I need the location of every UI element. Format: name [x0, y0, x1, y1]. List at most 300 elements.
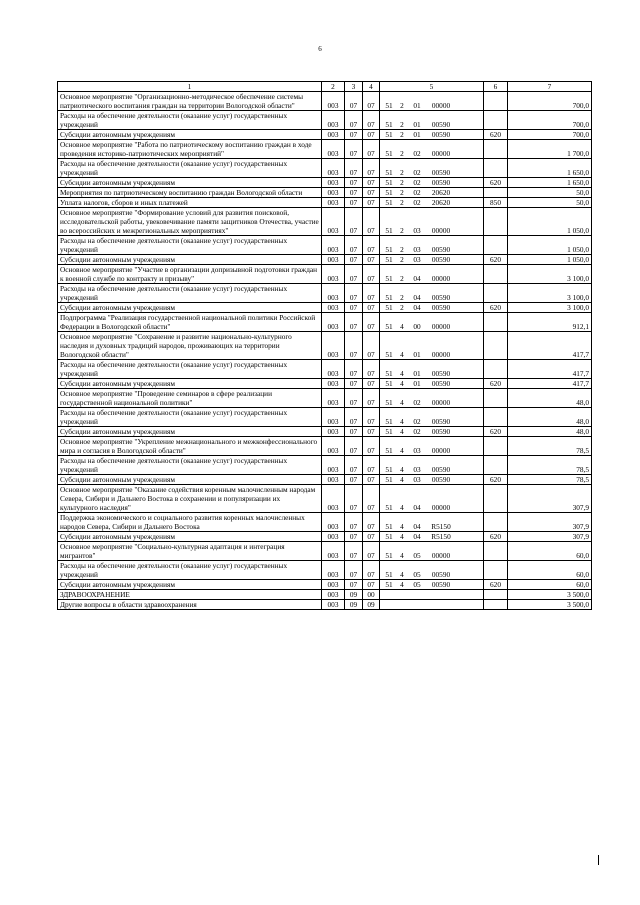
section-code: 07	[345, 532, 363, 542]
target-article-k3: 04	[413, 503, 421, 512]
target-article-k4: 00000	[431, 149, 451, 158]
table-row	[58, 379, 592, 389]
target-article-k2: 4	[400, 322, 404, 331]
ministry-code: 003	[322, 379, 345, 389]
expense-name: Мероприятия по патриотическому воспитанию граждан Вологодской области	[58, 188, 322, 198]
subsection-code: 07	[363, 111, 380, 130]
target-article-k3: 03	[413, 255, 421, 264]
subsection-code: 07	[363, 427, 380, 437]
target-article-k3: 01	[413, 130, 421, 139]
ministry-code: 003	[322, 159, 345, 178]
table-row	[58, 485, 592, 513]
target-article-code	[380, 437, 484, 456]
target-article-k1: 51	[385, 188, 393, 197]
target-article-parts	[382, 198, 481, 207]
target-article-parts	[382, 168, 481, 177]
amount: 1 050,0	[508, 208, 592, 236]
target-article-k4: 20620	[431, 188, 451, 197]
target-article-k1: 51	[385, 417, 393, 426]
ministry-code: 003	[322, 188, 345, 198]
target-article-k4: R5150	[431, 522, 451, 531]
amount: 307,9	[508, 485, 592, 513]
target-article-parts	[382, 226, 481, 235]
ministry-code: 003	[322, 208, 345, 236]
section-code: 09	[345, 590, 363, 600]
amount: 417,7	[508, 332, 592, 360]
expense-type-code	[484, 284, 508, 303]
expense-name: Основное мероприятие "Оказание содействия коренным малочисленным народам Севера, Сибири и Дальнего Востока в сохранении и популяризации их культурного наследия"	[58, 485, 322, 513]
expense-type-code	[484, 360, 508, 379]
target-article-parts	[382, 245, 481, 254]
ministry-code: 003	[322, 111, 345, 130]
target-article-k1: 51	[385, 149, 393, 158]
subsection-code: 07	[363, 265, 380, 284]
expense-type-code	[484, 140, 508, 159]
target-article-parts	[382, 188, 481, 197]
target-article-k1: 51	[385, 120, 393, 129]
target-article-k1: 51	[385, 465, 393, 474]
section-code: 07	[345, 513, 363, 532]
table-row	[58, 360, 592, 379]
amount: 3 500,0	[508, 590, 592, 600]
target-article-k4: 20620	[431, 198, 451, 207]
subsection-code: 07	[363, 313, 380, 332]
target-article-k4: 00590	[431, 465, 451, 474]
table-row	[58, 236, 592, 255]
target-article-k3: 02	[413, 178, 421, 187]
expense-type-code	[484, 265, 508, 284]
target-article-k2: 2	[400, 101, 404, 110]
expense-type-code: 620	[484, 427, 508, 437]
target-article-k2: 2	[400, 178, 404, 187]
expense-type-code	[484, 313, 508, 332]
ministry-code: 003	[322, 513, 345, 532]
target-article-code	[380, 313, 484, 332]
ministry-code: 003	[322, 389, 345, 408]
ministry-code: 003	[322, 303, 345, 313]
table-row	[58, 532, 592, 542]
amount: 3 100,0	[508, 265, 592, 284]
subsection-code: 07	[363, 236, 380, 255]
target-article-k2: 2	[400, 188, 404, 197]
target-article-k2: 2	[400, 293, 404, 302]
subsection-code: 07	[363, 532, 380, 542]
target-article-k4: 00000	[431, 551, 451, 560]
table-row	[58, 188, 592, 198]
expense-type-code	[484, 437, 508, 456]
ministry-code: 003	[322, 561, 345, 580]
amount: 3 500,0	[508, 600, 592, 610]
target-article-k4: 00590	[431, 427, 451, 436]
target-article-k3: 03	[413, 475, 421, 484]
target-article-k1: 51	[385, 255, 393, 264]
table-row	[58, 130, 592, 140]
section-code: 07	[345, 208, 363, 236]
amount: 307,9	[508, 513, 592, 532]
section-code: 07	[345, 159, 363, 178]
table-row	[58, 332, 592, 360]
target-article-k1: 51	[385, 350, 393, 359]
target-article-parts	[382, 570, 481, 579]
expense-name: Расходы на обеспечение деятельности (оказание услуг) государственных учреждений	[58, 284, 322, 303]
target-article-k3: 02	[413, 417, 421, 426]
section-code: 07	[345, 580, 363, 590]
subsection-code: 07	[363, 303, 380, 313]
expense-type-code: 620	[484, 130, 508, 140]
expense-type-code: 620	[484, 580, 508, 590]
target-article-k3: 03	[413, 465, 421, 474]
amount: 700,0	[508, 92, 592, 111]
target-article-k2: 4	[400, 551, 404, 560]
target-article-k3: 02	[413, 427, 421, 436]
subsection-code: 07	[363, 92, 380, 111]
subsection-code: 07	[363, 332, 380, 360]
target-article-code	[380, 111, 484, 130]
amount: 1 650,0	[508, 178, 592, 188]
target-article-k3: 01	[413, 120, 421, 129]
section-code: 07	[345, 303, 363, 313]
target-article-k2: 4	[400, 580, 404, 589]
target-article-k2: 2	[400, 198, 404, 207]
ministry-code: 003	[322, 284, 345, 303]
subsection-code: 07	[363, 437, 380, 456]
table-row	[58, 561, 592, 580]
target-article-k1: 51	[385, 551, 393, 560]
target-article-k1: 51	[385, 101, 393, 110]
section-code: 07	[345, 255, 363, 265]
target-article-k4: 00000	[431, 226, 451, 235]
expense-type-code	[484, 600, 508, 610]
expense-name: ЗДРАВООХРАНЕНИЕ	[58, 590, 322, 600]
ministry-code: 003	[322, 178, 345, 188]
subsection-code: 07	[363, 140, 380, 159]
target-article-code	[380, 130, 484, 140]
target-article-k4: 00590	[431, 475, 451, 484]
expense-name: Основное мероприятие "Проведение семинаров в сфере реализации государственной национальной политики"	[58, 389, 322, 408]
target-article-code	[380, 456, 484, 475]
target-article-k4: 00000	[431, 322, 451, 331]
target-article-k3: 01	[413, 350, 421, 359]
target-article-k3: 02	[413, 198, 421, 207]
target-article-k2: 4	[400, 532, 404, 541]
section-code: 07	[345, 485, 363, 513]
expense-name: Субсидии автономным учреждениям	[58, 427, 322, 437]
table-row	[58, 265, 592, 284]
expense-type-code	[484, 236, 508, 255]
target-article-k2: 4	[400, 369, 404, 378]
table-row	[58, 313, 592, 332]
target-article-code	[380, 303, 484, 313]
expense-name: Субсидии автономным учреждениям	[58, 178, 322, 188]
target-article-k2: 4	[400, 417, 404, 426]
table-row	[58, 475, 592, 485]
target-article-code	[380, 208, 484, 236]
expense-type-code: 620	[484, 532, 508, 542]
table-row	[58, 208, 592, 236]
target-article-k4: 00590	[431, 255, 451, 264]
amount: 48,0	[508, 408, 592, 427]
ministry-code: 003	[322, 475, 345, 485]
target-article-parts	[382, 120, 481, 129]
section-code: 07	[345, 313, 363, 332]
target-article-k2: 4	[400, 350, 404, 359]
amount: 78,5	[508, 456, 592, 475]
expense-name: Подпрограмма "Реализация государственной национальной политики Российской Федерации в Вологодской области"	[58, 313, 322, 332]
target-article-k3: 02	[413, 149, 421, 158]
expense-name: Расходы на обеспечение деятельности (оказание услуг) государственных учреждений	[58, 159, 322, 178]
target-article-k4: 00590	[431, 369, 451, 378]
target-article-k1: 51	[385, 303, 393, 312]
target-article-k3: 01	[413, 101, 421, 110]
target-article-k2: 2	[400, 226, 404, 235]
target-article-k4: 00590	[431, 580, 451, 589]
target-article-k1: 51	[385, 503, 393, 512]
amount: 78,5	[508, 475, 592, 485]
expense-type-code	[484, 159, 508, 178]
expense-name: Субсидии автономным учреждениям	[58, 475, 322, 485]
ministry-code: 003	[322, 427, 345, 437]
target-article-parts	[382, 130, 481, 139]
ministry-code: 003	[322, 532, 345, 542]
expense-type-code	[484, 208, 508, 236]
target-article-code	[380, 159, 484, 178]
target-article-k2: 4	[400, 446, 404, 455]
amount: 307,9	[508, 532, 592, 542]
ministry-code: 003	[322, 92, 345, 111]
target-article-k1: 51	[385, 178, 393, 187]
target-article-parts	[382, 350, 481, 359]
table-row	[58, 159, 592, 178]
section-code: 07	[345, 198, 363, 208]
header-col-7: 7	[508, 82, 592, 92]
target-article-k3: 04	[413, 303, 421, 312]
target-article-code	[380, 580, 484, 590]
subsection-code: 07	[363, 379, 380, 389]
expense-type-code	[484, 389, 508, 408]
target-article-k3: 01	[413, 369, 421, 378]
amount: 50,0	[508, 188, 592, 198]
amount: 1 700,0	[508, 140, 592, 159]
target-article-k1: 51	[385, 274, 393, 283]
expense-type-code: 620	[484, 255, 508, 265]
section-code: 07	[345, 130, 363, 140]
amount: 417,7	[508, 379, 592, 389]
subsection-code: 07	[363, 408, 380, 427]
target-article-code	[380, 178, 484, 188]
target-article-parts	[382, 580, 481, 589]
section-code: 07	[345, 178, 363, 188]
expense-type-code	[484, 456, 508, 475]
section-code: 07	[345, 408, 363, 427]
subsection-code: 07	[363, 513, 380, 532]
target-article-parts	[382, 101, 481, 110]
target-article-code	[380, 408, 484, 427]
target-article-k3: 01	[413, 379, 421, 388]
ministry-code: 003	[322, 542, 345, 561]
target-article-code	[380, 332, 484, 360]
ministry-code: 003	[322, 198, 345, 208]
amount: 60,0	[508, 561, 592, 580]
expense-name: Расходы на обеспечение деятельности (оказание услуг) государственных учреждений	[58, 456, 322, 475]
target-article-code	[380, 360, 484, 379]
section-code: 07	[345, 111, 363, 130]
target-article-k4: 00590	[431, 379, 451, 388]
section-code: 07	[345, 542, 363, 561]
target-article-parts	[382, 522, 481, 531]
target-article-k4: 00590	[431, 178, 451, 187]
target-article-k1: 51	[385, 198, 393, 207]
target-article-k4: 00590	[431, 293, 451, 302]
expense-name: Субсидии автономным учреждениям	[58, 379, 322, 389]
target-article-k4: 00590	[431, 303, 451, 312]
target-article-code	[380, 92, 484, 111]
target-article-k4: 00000	[431, 350, 451, 359]
table-row	[58, 580, 592, 590]
subsection-code: 07	[363, 188, 380, 198]
target-article-k3: 02	[413, 188, 421, 197]
expense-type-code	[484, 485, 508, 513]
table-row	[58, 408, 592, 427]
target-article-parts	[382, 551, 481, 560]
expense-name: Субсидии автономным учреждениям	[58, 303, 322, 313]
target-article-code	[380, 389, 484, 408]
target-article-parts	[382, 475, 481, 484]
table-row	[58, 92, 592, 111]
subsection-code: 07	[363, 208, 380, 236]
target-article-k3: 03	[413, 446, 421, 455]
ministry-code: 003	[322, 255, 345, 265]
target-article-k2: 2	[400, 255, 404, 264]
target-article-k2: 4	[400, 475, 404, 484]
amount: 700,0	[508, 111, 592, 130]
table-row	[58, 198, 592, 208]
table-row	[58, 255, 592, 265]
target-article-parts	[382, 503, 481, 512]
section-code: 07	[345, 188, 363, 198]
subsection-code: 07	[363, 178, 380, 188]
target-article-k1: 51	[385, 226, 393, 235]
expense-name: Поддержка экономического и социального развития коренных малочисленных народов Севера, Сибири и Дальнего Востока	[58, 513, 322, 532]
table-row	[58, 542, 592, 561]
expense-name: Расходы на обеспечение деятельности (оказание услуг) государственных учреждений	[58, 561, 322, 580]
target-article-parts	[382, 322, 481, 331]
target-article-parts	[382, 398, 481, 407]
target-article-k3: 02	[413, 398, 421, 407]
section-code: 07	[345, 332, 363, 360]
subsection-code: 07	[363, 198, 380, 208]
target-article-k2: 2	[400, 130, 404, 139]
subsection-code: 07	[363, 561, 380, 580]
expense-type-code	[484, 188, 508, 198]
target-article-code	[380, 236, 484, 255]
target-article-code	[380, 140, 484, 159]
target-article-k2: 4	[400, 398, 404, 407]
ministry-code: 003	[322, 590, 345, 600]
target-article-k1: 51	[385, 168, 393, 177]
header-row	[58, 82, 592, 92]
target-article-code	[380, 379, 484, 389]
ministry-code: 003	[322, 332, 345, 360]
subsection-code: 07	[363, 284, 380, 303]
amount: 48,0	[508, 427, 592, 437]
header-col-2: 2	[322, 82, 345, 92]
target-article-k2: 2	[400, 120, 404, 129]
target-article-parts	[382, 446, 481, 455]
target-article-k3: 00	[413, 322, 421, 331]
target-article-k2: 4	[400, 503, 404, 512]
subsection-code: 07	[363, 130, 380, 140]
expense-type-code	[484, 408, 508, 427]
subsection-code: 07	[363, 159, 380, 178]
target-article-k4: 00000	[431, 101, 451, 110]
section-code: 07	[345, 92, 363, 111]
amount: 48,0	[508, 389, 592, 408]
target-article-parts	[382, 532, 481, 541]
target-article-parts	[382, 255, 481, 264]
expense-type-code: 620	[484, 475, 508, 485]
expense-name: Субсидии автономным учреждениям	[58, 130, 322, 140]
section-code: 07	[345, 284, 363, 303]
target-article-k4: 00000	[431, 274, 451, 283]
expense-type-code: 850	[484, 198, 508, 208]
margin-mark	[598, 855, 599, 865]
target-article-k1: 51	[385, 580, 393, 589]
expense-type-code	[484, 513, 508, 532]
expense-name: Основное мероприятие "Участие в организации допризывной подготовки граждан к военной службе по контракту и призыву"	[58, 265, 322, 284]
target-article-k1: 51	[385, 245, 393, 254]
expense-name: Основное мероприятие "Укрепление межнационального и межконфессионального мира и согласия в Вологодской области"	[58, 437, 322, 456]
ministry-code: 003	[322, 360, 345, 379]
table-row	[58, 140, 592, 159]
target-article-code	[380, 561, 484, 580]
subsection-code: 00	[363, 590, 380, 600]
target-article-k3: 04	[413, 293, 421, 302]
target-article-k3: 05	[413, 570, 421, 579]
amount: 912,1	[508, 313, 592, 332]
target-article-k1: 51	[385, 369, 393, 378]
expense-type-code: 620	[484, 379, 508, 389]
expense-type-code	[484, 542, 508, 561]
subsection-code: 07	[363, 485, 380, 513]
target-article-k4: 00590	[431, 120, 451, 129]
ministry-code: 003	[322, 485, 345, 513]
target-article-code	[380, 590, 484, 600]
target-article-k3: 05	[413, 580, 421, 589]
target-article-k2: 4	[400, 570, 404, 579]
target-article-k2: 4	[400, 522, 404, 531]
amount: 60,0	[508, 542, 592, 561]
ministry-code: 003	[322, 236, 345, 255]
expense-name: Субсидии автономным учреждениям	[58, 532, 322, 542]
target-article-code	[380, 284, 484, 303]
target-article-k4: 00590	[431, 417, 451, 426]
target-article-code	[380, 255, 484, 265]
target-article-k4: 00000	[431, 446, 451, 455]
target-article-k4: 00590	[431, 570, 451, 579]
amount: 1 050,0	[508, 236, 592, 255]
expense-name: Основное мероприятие "Формирование условий для развития поисковой, исследовательской работы, увековечивание памяти защитников Отечества, участие во всероссийских и межрегиональных мероприятиях"	[58, 208, 322, 236]
table-row	[58, 178, 592, 188]
target-article-code	[380, 265, 484, 284]
expense-name: Расходы на обеспечение деятельности (оказание услуг) государственных учреждений	[58, 408, 322, 427]
header-col-5: 5	[380, 82, 484, 92]
ministry-code: 003	[322, 600, 345, 610]
target-article-k3: 04	[413, 522, 421, 531]
expense-type-code: 620	[484, 303, 508, 313]
amount: 3 100,0	[508, 303, 592, 313]
amount: 3 100,0	[508, 284, 592, 303]
target-article-k1: 51	[385, 322, 393, 331]
